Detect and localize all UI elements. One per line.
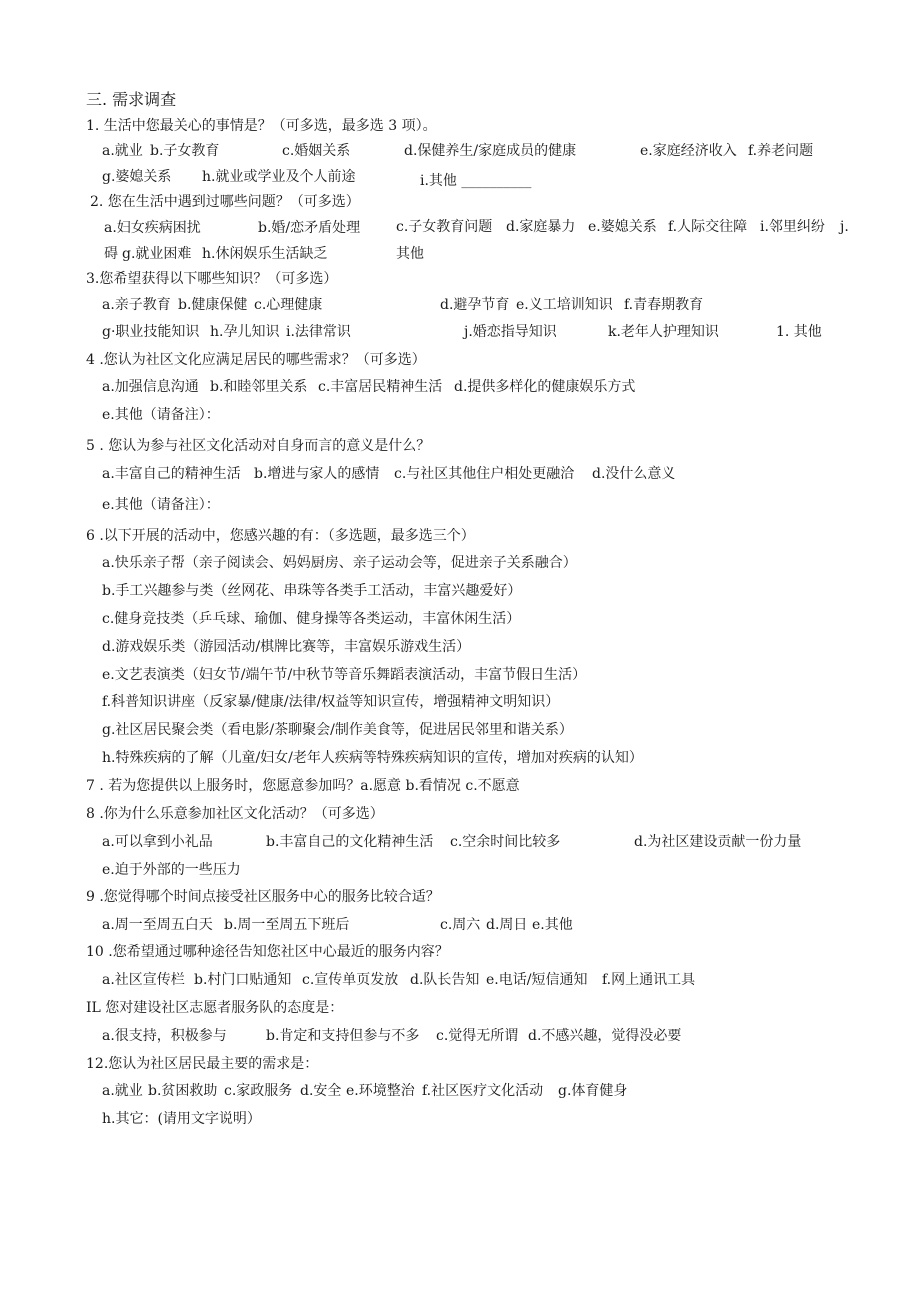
survey-text: g.体育健身 — [558, 1083, 628, 1099]
survey-text: a.社区宣传栏 — [102, 972, 185, 988]
survey-text: g·职业技能知识 — [102, 324, 200, 340]
survey-text: c.子女教育问题 — [396, 219, 493, 235]
survey-text: j.婚恋指导知识 — [464, 324, 557, 340]
survey-text: 其他 — [396, 246, 424, 262]
survey-text: e.义工培训知识 — [516, 297, 613, 313]
survey-text: a.就业 — [102, 143, 143, 159]
survey-text: f.青春期教育 — [624, 297, 704, 313]
survey-text: 1. 其他 — [776, 324, 822, 340]
survey-text: c.空余时间比较多 — [450, 834, 561, 850]
survey-text: e.其他（请备注）： — [102, 497, 220, 513]
survey-text: e.婆媳关系 — [588, 219, 657, 235]
survey-text: 5 . 您认为参与社区文化活动对自身而言的意义是什么？ — [86, 438, 431, 454]
survey-text: f.网上通讯工具 — [602, 972, 696, 988]
survey-text: c.健身竞技类（乒乓球、瑜伽、健身操等各类运动，丰富休闲生活） — [102, 611, 521, 627]
survey-text: f.人际交往障 — [668, 219, 748, 235]
survey-text: b.子女教育 — [150, 143, 220, 159]
survey-text: i.法律常识 — [286, 324, 351, 340]
survey-text: f.社区医疗文化活动 — [422, 1083, 544, 1099]
survey-text: c.心理健康 — [254, 297, 323, 313]
survey-text: e.环境整治 — [346, 1083, 415, 1099]
survey-text: a.亲子教育 — [102, 297, 171, 313]
survey-text: 3.您希望获得以下哪些知识？（可多选） — [86, 271, 338, 287]
survey-text: b.和睦邻里关系 — [210, 379, 308, 395]
survey-text: 1. 生活中您最关心的事情是？（可多选，最多选 3 项）。 — [86, 118, 437, 134]
survey-text: b.村门口贴通知 — [194, 972, 292, 988]
survey-text: b.健康保健 — [178, 297, 248, 313]
survey-text: a.可以拿到小礼品 — [102, 834, 213, 850]
survey-text: e.文艺表演类（妇女节/端午节/中秋节等音乐舞蹈表演活动，丰富节假日生活） — [102, 667, 587, 683]
survey-text: a.周一至周五白天 — [102, 917, 213, 933]
survey-text: g.社区居民聚会类（看电影/茶聊聚会/制作美食等，促进居民邻里和谐关系） — [102, 722, 573, 738]
survey-text: h.其它：(请用文字说明） — [102, 1111, 261, 1127]
survey-text: b.肯定和支持但参与不多 — [266, 1028, 420, 1044]
survey-text: c.周六 — [440, 917, 481, 933]
survey-text: e.迫于外部的一些压力 — [102, 862, 241, 878]
survey-text: 12.您认为社区居民最主要的需求是： — [86, 1056, 319, 1072]
survey-text: c.觉得无所谓 — [436, 1028, 519, 1044]
survey-text: f.科普知识讲座（反家暴/健康/法律/权益等知识宣传，增强精神文明知识） — [102, 694, 560, 710]
survey-text: c.丰富居民精神生活 — [318, 379, 443, 395]
survey-text: a.很支持，积极参与 — [102, 1028, 227, 1044]
survey-text: b.婚/恋矛盾处理 — [258, 220, 361, 236]
survey-text: d.提供多样化的健康娱乐方式 — [454, 379, 636, 395]
survey-text: e.其他 — [532, 917, 573, 933]
survey-text: f.养老问题 — [748, 143, 814, 159]
survey-text: 8 .你为什么乐意参加社区文化活动？（可多选） — [86, 806, 384, 822]
survey-text: j. — [840, 219, 849, 235]
survey-text: d.队长告知 — [410, 972, 480, 988]
survey-text: a.妇女疾病困扰 — [104, 220, 201, 236]
survey-text: h.就业或学业及个人前途 — [202, 169, 356, 185]
survey-text: h.特殊疾病的了解（儿童/妇女/老年人疾病等特殊疾病知识的宣传，增加对疾病的认知） — [102, 750, 643, 766]
survey-text: b.手工兴趣参与类（丝网花、串珠等各类手工活动，丰富兴趣爱好） — [102, 583, 522, 599]
survey-text: 10 .您希望通过哪种途径告知您社区中心最近的服务内容？ — [86, 944, 449, 960]
survey-text: d.安全 — [300, 1083, 342, 1099]
survey-text: a.就业 — [102, 1083, 143, 1099]
survey-text: k.老年人护理知识 — [608, 324, 719, 340]
survey-text: i.邻里纠纷 — [760, 219, 825, 235]
survey-text: 7 . 若为您提供以上服务时，您愿意参加吗？a.愿意 b.看情况 c.不愿意 — [86, 778, 520, 794]
survey-text: 4 .您认为社区文化应满足居民的哪些需求？（可多选） — [86, 352, 426, 368]
survey-text: b.丰富自己的文化精神生活 — [266, 834, 434, 850]
survey-text: a.丰富自己的精神生活 — [102, 466, 241, 482]
survey-text: e.电话/短信通知 — [486, 972, 588, 988]
survey-text: g.婆媳关系 — [102, 169, 172, 185]
survey-text: i.其他 __________ — [420, 173, 532, 189]
survey-text: d.周日 — [486, 917, 528, 933]
survey-text: a.加强信息沟通 — [102, 379, 199, 395]
survey-text: 9 .您觉得哪个时间点接受社区服务中心的服务比较合适？ — [86, 889, 440, 905]
survey-text: 2. 您在生活中遇到过哪些问题？（可多选） — [90, 194, 360, 210]
survey-text: d.不感兴趣，觉得没必要 — [528, 1028, 682, 1044]
survey-text: c.家政服务 — [224, 1083, 293, 1099]
survey-text: 6 .以下开展的活动中，您感兴趣的有：（多选题，最多选三个） — [86, 528, 475, 544]
survey-text: h.孕儿知识 — [210, 324, 280, 340]
survey-text: h.休闲娱乐生活缺乏 — [202, 246, 328, 262]
survey-text: c.与社区其他住户相处更融洽 — [394, 466, 575, 482]
section-heading: 三. 需求调查 — [86, 90, 177, 109]
survey-text: b.增进与家人的感情 — [254, 466, 380, 482]
survey-text: IL 您对建设社区志愿者服务队的态度是： — [86, 1000, 344, 1016]
survey-text: c.宣传单页发放 — [302, 972, 399, 988]
survey-text: d.保健养生/家庭成员的健康 — [404, 143, 577, 159]
survey-text: d.为社区建设贡献一份力量 — [634, 834, 802, 850]
survey-text: a.快乐亲子帮（亲子阅读会、妈妈厨房、亲子运动会等，促进亲子关系融合） — [102, 555, 577, 571]
survey-text: g.就业困难 — [122, 246, 192, 262]
survey-text: d.游戏娱乐类（游园活动/棋牌比赛等，丰富娱乐游戏生活） — [102, 639, 471, 655]
survey-text: e.家庭经济收入 — [640, 143, 737, 159]
survey-text: b.贫困救助 — [148, 1083, 218, 1099]
survey-text: c.婚姻关系 — [282, 143, 351, 159]
survey-text: d.避孕节育 — [440, 297, 510, 313]
survey-text: d.家庭暴力 — [506, 219, 576, 235]
survey-text: 碍 — [104, 246, 118, 262]
survey-text: d.没什么意义 — [592, 466, 676, 482]
survey-text: b.周一至周五下班后 — [224, 917, 350, 933]
survey-text: e.其他（请备注）： — [102, 407, 220, 423]
